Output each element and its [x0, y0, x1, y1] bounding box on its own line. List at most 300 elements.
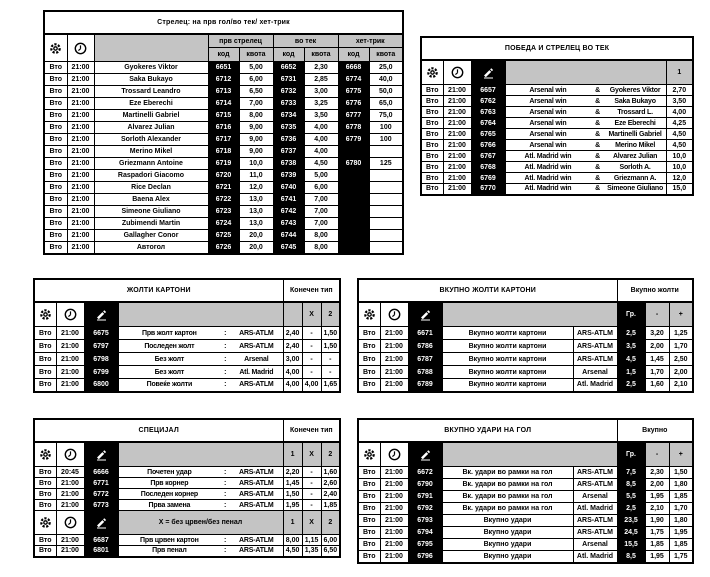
team-result: Arsenal win — [529, 130, 567, 138]
bet-description — [505, 118, 666, 129]
time-cell: 21:00 — [380, 539, 408, 551]
odds-1: 4,00 — [283, 366, 302, 379]
bet-code: 6762 — [471, 96, 505, 107]
odds-1: 4,00 — [283, 379, 302, 392]
odds-first-scorer: 7,00 — [239, 98, 273, 110]
line-value: 23,5 — [617, 515, 645, 527]
colon: : — [224, 329, 227, 337]
bet-code-hattrick — [338, 218, 369, 230]
odds-1: 2,40 — [283, 340, 302, 353]
table-row — [358, 527, 693, 539]
line-value: 2,5 — [617, 379, 645, 392]
time-cell: 21:00 — [67, 98, 94, 110]
writing-pen-icon — [471, 60, 505, 85]
ampersand: & — [595, 130, 600, 138]
bet-description — [118, 478, 283, 489]
column-header-x: X — [302, 442, 321, 467]
odds-hattrick — [369, 194, 403, 206]
odds-2: 1,85 — [321, 500, 340, 511]
odds-hattrick — [369, 146, 403, 158]
odds-value: 4,00 — [666, 107, 693, 118]
odds-hattrick — [369, 170, 403, 182]
odds-hattrick: 50,0 — [369, 86, 403, 98]
odds-1: 1,95 — [283, 500, 302, 511]
table-row — [44, 206, 403, 218]
bet-code: 6767 — [471, 151, 505, 162]
day-cell: Вто — [44, 122, 67, 134]
table-row — [44, 62, 403, 74]
table-row — [421, 85, 693, 96]
odds-over: 1,25 — [669, 327, 693, 340]
bet-code-anytime: 6652 — [273, 62, 304, 74]
table-row — [44, 230, 403, 242]
table-row — [358, 467, 693, 479]
bet-code-hattrick — [338, 206, 369, 218]
market-name: Без жолт — [154, 368, 185, 376]
player-name: Gyokeres Viktor — [94, 62, 208, 74]
odds-2: 1,65 — [321, 379, 340, 392]
table-row — [34, 546, 340, 557]
bet-code-hattrick — [338, 170, 369, 182]
odds-value: 3,50 — [666, 96, 693, 107]
player-name: Simeone Giuliano — [94, 206, 208, 218]
table-row — [34, 489, 340, 500]
market-name: Вкупно жолти картони — [442, 353, 573, 366]
line-value: 8,5 — [617, 479, 645, 491]
bet-code: 6773 — [84, 500, 118, 511]
gear-icon — [34, 511, 56, 535]
day-cell: Вто — [44, 182, 67, 194]
time-cell: 21:00 — [67, 62, 94, 74]
player-name: Simeone Giuliano — [607, 185, 664, 193]
time-cell: 20:45 — [56, 467, 84, 478]
market-name: Вк. удари во рамки на гол — [442, 467, 573, 479]
table-row — [44, 134, 403, 146]
table-row — [421, 140, 693, 151]
odds-anytime: 7,00 — [304, 218, 338, 230]
odds-2: 2,40 — [321, 489, 340, 500]
odds-value: 4,50 — [666, 129, 693, 140]
gear-icon — [421, 60, 443, 85]
player-name: Griezmann Antoine — [94, 158, 208, 170]
ampersand: & — [595, 141, 600, 149]
day-cell: Вто — [44, 98, 67, 110]
team-name: ARS-ATLM — [239, 342, 274, 350]
time-cell: 21:00 — [67, 218, 94, 230]
odds-under: 1,60 — [645, 379, 669, 392]
day-cell: Вто — [34, 379, 56, 392]
table-row — [421, 162, 693, 173]
team-result: Arsenal win — [529, 119, 567, 127]
special-title: СПЕЦИЈАЛ — [34, 419, 283, 442]
day-cell: Вто — [44, 206, 67, 218]
day-cell: Вто — [358, 491, 380, 503]
time-cell: 21:00 — [443, 107, 471, 118]
bet-description — [118, 500, 283, 511]
bet-code: 6766 — [471, 140, 505, 151]
odds-hattrick — [369, 206, 403, 218]
market-name: Вк. удари во рамки на гол — [442, 479, 573, 491]
total-yellow-cards-table — [357, 278, 694, 393]
market-name: Вкупно жолти картони — [442, 340, 573, 353]
team-name: Arsenal — [573, 491, 617, 503]
bet-code: 6675 — [84, 327, 118, 340]
odds-2: 1,50 — [321, 327, 340, 340]
odds-2: 1,60 — [321, 467, 340, 478]
odds-hattrick: 75,0 — [369, 110, 403, 122]
subheader-odds: квота — [239, 48, 273, 62]
day-cell: Вто — [421, 118, 443, 129]
bet-code-first-scorer: 6721 — [208, 182, 239, 194]
ampersand: & — [595, 97, 600, 105]
description-column-header — [505, 60, 666, 85]
odds-anytime: 3,00 — [304, 86, 338, 98]
subheader-code: код — [208, 48, 239, 62]
bet-code-anytime: 6743 — [273, 218, 304, 230]
column-header-over: + — [669, 442, 693, 467]
odds-under: 1,75 — [645, 527, 669, 539]
player-name: Martinelli Gabriel — [94, 110, 208, 122]
odds-x: - — [302, 366, 321, 379]
bet-description — [118, 467, 283, 478]
odds-1: 3,00 — [283, 353, 302, 366]
clock-icon — [380, 442, 408, 467]
table-row — [44, 158, 403, 170]
column-header-x: X — [302, 511, 321, 535]
market-name: Вкупно удари — [442, 539, 573, 551]
player-name: Автогол — [94, 242, 208, 254]
odds-2: - — [321, 366, 340, 379]
bet-description — [118, 546, 283, 557]
bet-code-first-scorer: 6725 — [208, 230, 239, 242]
table-row — [34, 467, 340, 478]
odds-under: 1,95 — [645, 551, 669, 563]
time-cell: 21:00 — [380, 340, 408, 353]
subheader-code: код — [273, 48, 304, 62]
table-row — [44, 146, 403, 158]
day-cell: Вто — [358, 539, 380, 551]
line-value: 7,5 — [617, 467, 645, 479]
group-header-first-scorer: прв стрелец — [208, 34, 273, 48]
day-cell: Вто — [44, 230, 67, 242]
market-name: Прв жолт картон — [142, 329, 197, 337]
table-row — [421, 129, 693, 140]
column-header-2: 2 — [321, 511, 340, 535]
time-cell: 21:00 — [67, 74, 94, 86]
column-header-2: 2 — [321, 302, 340, 327]
market-name: Прв пенал — [152, 547, 187, 555]
time-cell: 21:00 — [56, 353, 84, 366]
table-row — [44, 74, 403, 86]
team-result: Atl. Madrid win — [524, 185, 572, 193]
odds-over: 1,75 — [669, 551, 693, 563]
colon: : — [224, 355, 227, 363]
market-name: Почетен удар — [147, 468, 192, 476]
writing-pen-icon — [84, 302, 118, 327]
time-cell: 21:00 — [67, 146, 94, 158]
column-header-1: 1 — [666, 60, 693, 85]
scorer-table-title: Стрелец: на прв гол/во тек/ хет-трик — [44, 11, 403, 34]
table-row — [358, 491, 693, 503]
day-cell: Вто — [34, 327, 56, 340]
bet-description — [505, 129, 666, 140]
bet-code-hattrick — [338, 242, 369, 254]
odds-over: 2,10 — [669, 379, 693, 392]
time-cell: 21:00 — [380, 327, 408, 340]
column-header-line: Гр. — [617, 442, 645, 467]
team-name: Atl. Madrid — [239, 368, 274, 376]
bet-code-hattrick: 6776 — [338, 98, 369, 110]
time-cell: 21:00 — [443, 184, 471, 195]
odds-x: - — [302, 500, 321, 511]
bet-code: 6768 — [471, 162, 505, 173]
writing-pen-icon — [408, 442, 442, 467]
odds-value: 10,0 — [666, 162, 693, 173]
clock-icon — [56, 302, 84, 327]
team-result: Arsenal win — [529, 86, 567, 94]
odds-value: 4,50 — [666, 140, 693, 151]
day-cell: Вто — [358, 327, 380, 340]
player-name: Eze Eberechi — [94, 98, 208, 110]
odds-anytime: 2,30 — [304, 62, 338, 74]
table-row — [421, 151, 693, 162]
line-value: 2,5 — [617, 503, 645, 515]
day-cell: Вто — [358, 353, 380, 366]
bet-code-anytime: 6736 — [273, 134, 304, 146]
column-header-line: Гр. — [617, 302, 645, 327]
odds-1: 1,50 — [283, 489, 302, 500]
day-cell: Вто — [44, 194, 67, 206]
odds-anytime: 4,50 — [304, 158, 338, 170]
bet-code: 6792 — [408, 503, 442, 515]
bet-description — [118, 327, 283, 340]
time-cell: 21:00 — [67, 86, 94, 98]
gear-icon — [34, 442, 56, 467]
table-row — [44, 242, 403, 254]
writing-pen-icon — [408, 302, 442, 327]
clock-icon — [67, 34, 94, 62]
day-cell: Вто — [358, 340, 380, 353]
day-cell: Вто — [44, 146, 67, 158]
bet-description — [505, 85, 666, 96]
time-cell: 21:00 — [443, 162, 471, 173]
market-name: Вкупно жолти картони — [442, 327, 573, 340]
column-header-1: 1 — [283, 442, 302, 467]
bet-description — [118, 535, 283, 546]
ampersand: & — [595, 108, 600, 116]
day-cell: Вто — [421, 129, 443, 140]
ampersand: & — [595, 174, 600, 182]
table-row — [421, 173, 693, 184]
market-name: Вкупно удари — [442, 527, 573, 539]
description-column-header — [442, 442, 617, 467]
bet-description — [118, 340, 283, 353]
bet-code-anytime: 6735 — [273, 122, 304, 134]
colon: : — [224, 479, 227, 487]
player-name: Alvarez Julian — [612, 152, 658, 160]
player-name: Baena Alex — [94, 194, 208, 206]
bet-code-hattrick: 6778 — [338, 122, 369, 134]
day-cell: Вто — [44, 86, 67, 98]
group-header-anytime: во тек — [273, 34, 338, 48]
player-name: Rice Declan — [94, 182, 208, 194]
day-cell: Вто — [421, 107, 443, 118]
day-cell: Вто — [44, 134, 67, 146]
bet-code: 6791 — [408, 491, 442, 503]
day-cell: Вто — [44, 158, 67, 170]
odds-2: 6,50 — [321, 546, 340, 557]
table-row — [421, 96, 693, 107]
day-cell: Вто — [34, 546, 56, 557]
table-row — [44, 194, 403, 206]
odds-under: 1,85 — [645, 539, 669, 551]
yellow-cards-title: ЖОЛТИ КАРТОНИ — [34, 279, 283, 302]
odds-value: 15,0 — [666, 184, 693, 195]
colon: : — [224, 547, 227, 555]
description-column-header — [118, 302, 283, 327]
odds-1: 2,20 — [283, 467, 302, 478]
colon: : — [224, 381, 227, 389]
total-corner-label: Вкупно — [617, 419, 693, 442]
total-yellow-title: ВКУПНО ЖОЛТИ КАРТОНИ — [358, 279, 617, 302]
time-cell: 21:00 — [443, 173, 471, 184]
time-cell: 21:00 — [380, 503, 408, 515]
odds-first-scorer: 6,50 — [239, 86, 273, 98]
bet-code-first-scorer: 6724 — [208, 218, 239, 230]
line-value: 3,5 — [617, 340, 645, 353]
bet-code: 6666 — [84, 467, 118, 478]
odds-over: 1,85 — [669, 539, 693, 551]
team-result: Arsenal win — [529, 97, 567, 105]
player-name: Alvarez Julian — [94, 122, 208, 134]
bet-code-first-scorer: 6714 — [208, 98, 239, 110]
odds-x: - — [302, 489, 321, 500]
line-value: 15,5 — [617, 539, 645, 551]
table-row — [358, 503, 693, 515]
market-name: Повеќе жолти — [146, 381, 193, 389]
column-header-under: - — [645, 302, 669, 327]
subheader-odds: квота — [369, 48, 403, 62]
column-header-1: 1 — [283, 511, 302, 535]
time-cell: 21:00 — [443, 96, 471, 107]
bet-code-anytime: 6734 — [273, 110, 304, 122]
colon: : — [224, 501, 227, 509]
bet-code: 6671 — [408, 327, 442, 340]
table-row — [34, 478, 340, 489]
day-cell: Вто — [421, 85, 443, 96]
odds-first-scorer: 9,00 — [239, 146, 273, 158]
writing-pen-icon — [84, 442, 118, 467]
bet-code-first-scorer: 6722 — [208, 194, 239, 206]
bet-code: 6687 — [84, 535, 118, 546]
time-cell: 21:00 — [67, 242, 94, 254]
description-column-header — [442, 302, 617, 327]
bet-code: 6770 — [471, 184, 505, 195]
odds-first-scorer: 13,0 — [239, 206, 273, 218]
player-name: Martinelli Gabriel — [608, 130, 662, 138]
table-row — [34, 340, 340, 353]
table-row — [358, 479, 693, 491]
bet-code-anytime: 6737 — [273, 146, 304, 158]
market-name: Вкупно удари — [442, 551, 573, 563]
table-row — [421, 107, 693, 118]
bet-code: 6790 — [408, 479, 442, 491]
x-rule-note: X = без црвен/без пенал — [118, 511, 283, 535]
player-name: Raspadori Giacomo — [94, 170, 208, 182]
day-cell: Вто — [44, 170, 67, 182]
odds-over: 1,85 — [669, 491, 693, 503]
team-result: Atl. Madrid win — [524, 174, 572, 182]
day-cell: Вто — [34, 366, 56, 379]
line-value: 5,5 — [617, 491, 645, 503]
bet-code: 6771 — [84, 478, 118, 489]
time-cell: 21:00 — [56, 340, 84, 353]
day-cell: Вто — [358, 467, 380, 479]
bet-code-first-scorer: 6717 — [208, 134, 239, 146]
odds-x: - — [302, 467, 321, 478]
odds-hattrick: 40,0 — [369, 74, 403, 86]
odds-x: 1,15 — [302, 535, 321, 546]
team-name: Arsenal — [573, 539, 617, 551]
table-row — [44, 170, 403, 182]
column-header-2: 2 — [321, 442, 340, 467]
bet-code: 6798 — [84, 353, 118, 366]
market-name: Вкупно удари — [442, 515, 573, 527]
final-type-label: Конечен тип — [283, 279, 340, 302]
time-cell: 21:00 — [56, 327, 84, 340]
player-name: Merino Mikel — [94, 146, 208, 158]
time-cell: 21:00 — [380, 479, 408, 491]
player-name: Eze Eberechi — [614, 119, 656, 127]
day-cell: Вто — [34, 535, 56, 546]
colon: : — [224, 342, 227, 350]
market-name: Вкупно жолти картони — [442, 366, 573, 379]
odds-value: 4,25 — [666, 118, 693, 129]
odds-first-scorer: 11,0 — [239, 170, 273, 182]
total-shots-title: ВКУПНО УДАРИ НА ГОЛ — [358, 419, 617, 442]
bet-code-anytime: 6741 — [273, 194, 304, 206]
time-cell: 21:00 — [443, 85, 471, 96]
ampersand: & — [595, 152, 600, 160]
bet-code-anytime: 6745 — [273, 242, 304, 254]
team-name: ARS-ATLM — [239, 501, 274, 509]
bet-code: 6794 — [408, 527, 442, 539]
odds-anytime: 4,00 — [304, 122, 338, 134]
bet-code-first-scorer: 6716 — [208, 122, 239, 134]
bet-code-hattrick: 6774 — [338, 74, 369, 86]
bet-code-anytime: 6733 — [273, 98, 304, 110]
special-table — [33, 418, 341, 558]
day-cell: Вто — [34, 478, 56, 489]
bet-code: 6672 — [408, 467, 442, 479]
player-name: Gallagher Conor — [94, 230, 208, 242]
odds-over: 1,50 — [669, 467, 693, 479]
odds-value: 10,0 — [666, 151, 693, 162]
odds-under: 2,00 — [645, 340, 669, 353]
time-cell: 21:00 — [67, 122, 94, 134]
writing-pen-icon — [84, 511, 118, 535]
team-name: ARS-ATLM — [239, 547, 274, 555]
odds-x: - — [302, 353, 321, 366]
team-name: ARS-ATLM — [573, 353, 617, 366]
time-cell: 21:00 — [67, 158, 94, 170]
player-name: Griezmann A. — [613, 174, 657, 182]
odds-first-scorer: 5,00 — [239, 62, 273, 74]
bet-code: 6772 — [84, 489, 118, 500]
table-row — [358, 379, 693, 392]
table-row — [358, 515, 693, 527]
bet-code-hattrick: 6668 — [338, 62, 369, 74]
